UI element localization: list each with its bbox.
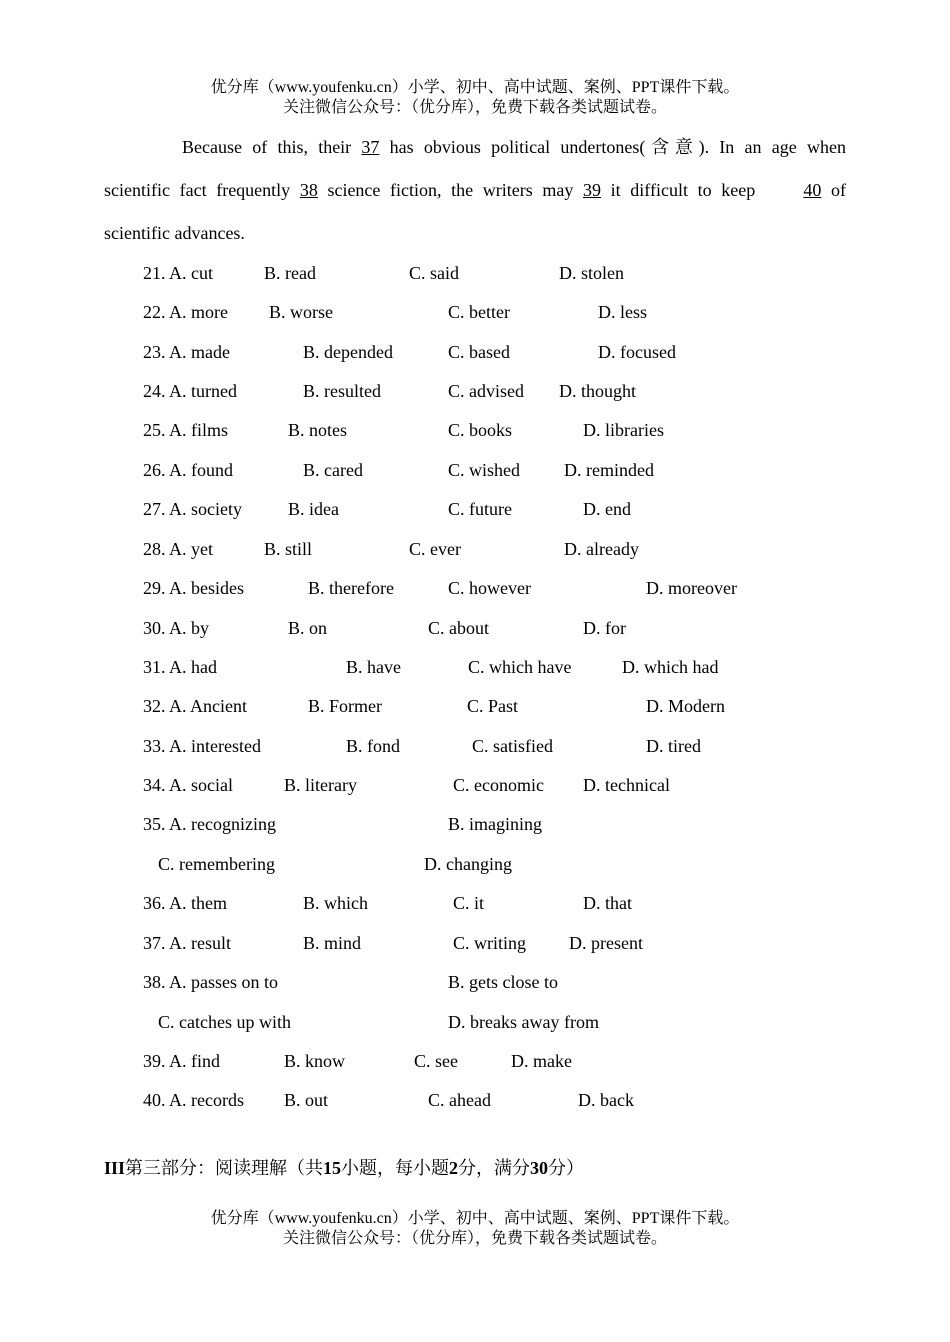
blank-40: 40 <box>803 180 822 200</box>
q35-option-c[interactable]: C. remembering <box>158 854 275 874</box>
q29-option-c[interactable]: C. however <box>448 578 531 598</box>
footer-line-1: 优分库（www.youfenku.cn）小学、初中、高中试题、案例、PPT课件下载。 <box>210 1210 740 1227</box>
q33-option-a[interactable]: 33. A. interested <box>143 736 261 756</box>
q27-option-d[interactable]: D. end <box>583 499 631 519</box>
q26-option-d[interactable]: D. reminded <box>564 460 654 480</box>
q37-option-b[interactable]: B. mind <box>303 933 362 953</box>
q32-option-d[interactable]: D. Modern <box>646 696 725 716</box>
q25-option-a[interactable]: 25. A. films <box>143 420 229 440</box>
passage-line-1: Because of this, their 37 has obvious political undertones(含意). In an age when <box>182 137 846 157</box>
q22-option-d[interactable]: D. less <box>598 302 647 322</box>
q21-option-d[interactable]: D. stolen <box>559 263 624 283</box>
q33-option-d[interactable]: D. tired <box>646 736 701 756</box>
q36-option-d[interactable]: D. that <box>583 893 632 913</box>
q40-option-b[interactable]: B. out <box>284 1090 329 1110</box>
footer-line-2: 关注微信公众号：（优分库），免费下载各类试题试卷。 <box>282 1230 667 1247</box>
q36-option-c[interactable]: C. it <box>453 893 485 913</box>
q21-option-c[interactable]: C. said <box>409 263 460 283</box>
page-footer <box>0 1209 950 1249</box>
q31-option-d[interactable]: D. which had <box>622 657 719 677</box>
q28-option-c[interactable]: C. ever <box>409 539 461 559</box>
q38-option-c[interactable]: C. catches up with <box>158 1012 291 1032</box>
q39-option-b[interactable]: B. know <box>284 1051 346 1071</box>
q39-option-c[interactable]: C. see <box>414 1051 458 1071</box>
q35-option-d[interactable]: D. changing <box>424 854 512 874</box>
q39-option-a[interactable]: 39. A. find <box>143 1051 221 1071</box>
blank-39: 39 <box>583 180 602 200</box>
q37-option-a[interactable]: 37. A. result <box>143 933 232 953</box>
q33-option-c[interactable]: C. satisfied <box>472 736 553 756</box>
q30-option-a[interactable]: 30. A. by <box>143 618 210 638</box>
q40-option-d[interactable]: D. back <box>578 1090 634 1110</box>
section-heading: III第三部分：阅读理解（共15小题，每小题2分，满分30分） <box>104 1158 585 1178</box>
q34-option-a[interactable]: 34. A. social <box>143 775 233 795</box>
q33-option-b[interactable]: B. fond <box>346 736 400 756</box>
q37-option-d[interactable]: D. present <box>569 933 643 953</box>
q35-option-a[interactable]: 35. A. recognizing <box>143 814 276 834</box>
q34-option-c[interactable]: C. economic <box>453 775 544 795</box>
q39-option-d[interactable]: D. make <box>511 1051 572 1071</box>
q21-option-a[interactable]: 21. A. cut <box>143 263 214 283</box>
q27-option-a[interactable]: 27. A. society <box>143 499 242 519</box>
q30-option-b[interactable]: B. on <box>288 618 328 638</box>
blank-38: 38 <box>299 180 318 200</box>
q29-option-d[interactable]: D. moreover <box>646 578 737 598</box>
q35-option-b[interactable]: B. imagining <box>448 814 542 834</box>
q27-option-c[interactable]: C. future <box>448 499 512 519</box>
q37-option-c[interactable]: C. writing <box>453 933 527 953</box>
q28-option-a[interactable]: 28. A. yet <box>143 539 214 559</box>
q28-option-d[interactable]: D. already <box>564 539 639 559</box>
q24-option-a[interactable]: 24. A. turned <box>143 381 237 401</box>
q36-option-b[interactable]: B. which <box>303 893 368 913</box>
q23-option-a[interactable]: 23. A. made <box>143 342 230 362</box>
q22-option-a[interactable]: 22. A. more <box>143 302 228 322</box>
q22-option-c[interactable]: C. better <box>448 302 510 322</box>
blank-37: 37 <box>361 137 380 157</box>
q38-option-d[interactable]: D. breaks away from <box>448 1012 599 1032</box>
passage-line-3: scientific advances. <box>104 223 245 243</box>
q23-option-c[interactable]: C. based <box>448 342 510 362</box>
q31-option-c[interactable]: C. which have <box>468 657 572 677</box>
q25-option-c[interactable]: C. books <box>448 420 513 440</box>
q29-option-b[interactable]: B. therefore <box>308 578 394 598</box>
q24-option-d[interactable]: D. thought <box>559 381 637 401</box>
q29-option-a[interactable]: 29. A. besides <box>143 578 245 598</box>
q38-option-b[interactable]: B. gets close to <box>448 972 558 992</box>
q25-option-b[interactable]: B. notes <box>288 420 348 440</box>
q26-option-a[interactable]: 26. A. found <box>143 460 234 480</box>
q31-option-a[interactable]: 31. A. had <box>143 657 218 677</box>
q24-option-c[interactable]: C. advised <box>448 381 524 401</box>
q34-option-b[interactable]: B. literary <box>284 775 357 795</box>
q23-option-d[interactable]: D. focused <box>598 342 676 362</box>
q26-option-b[interactable]: B. cared <box>303 460 363 480</box>
q40-option-c[interactable]: C. ahead <box>428 1090 491 1110</box>
q30-option-d[interactable]: D. for <box>583 618 626 638</box>
q34-option-d[interactable]: D. technical <box>583 775 670 795</box>
q30-option-c[interactable]: C. about <box>428 618 489 638</box>
q36-option-a[interactable]: 36. A. them <box>143 893 228 913</box>
q23-option-b[interactable]: B. depended <box>303 342 393 362</box>
q25-option-d[interactable]: D. libraries <box>583 420 664 440</box>
q40-option-a[interactable]: 40. A. records <box>143 1090 244 1110</box>
q32-option-a[interactable]: 32. A. Ancient <box>143 696 248 716</box>
q32-option-c[interactable]: C. Past <box>467 696 519 716</box>
q24-option-b[interactable]: B. resulted <box>303 381 381 401</box>
passage-line-2: scientific fact frequently 38 science fiction, the writers may 39 it difficult to keep 40 of <box>104 180 847 200</box>
q31-option-b[interactable]: B. have <box>346 657 401 677</box>
q26-option-c[interactable]: C. wished <box>448 460 520 480</box>
header-line-2: 关注微信公众号：（优分库），免费下载各类试题试卷。 <box>282 99 667 116</box>
q38-option-a[interactable]: 38. A. passes on to <box>143 972 279 992</box>
q27-option-b[interactable]: B. idea <box>288 499 339 519</box>
q21-option-b[interactable]: B. read <box>264 263 316 283</box>
q22-option-b[interactable]: B. worse <box>269 302 333 322</box>
header-line-1: 优分库（www.youfenku.cn）小学、初中、高中试题、案例、PPT课件下载。 <box>210 79 740 96</box>
q28-option-b[interactable]: B. still <box>264 539 313 559</box>
q32-option-b[interactable]: B. Former <box>308 696 382 716</box>
page-header <box>0 78 950 118</box>
